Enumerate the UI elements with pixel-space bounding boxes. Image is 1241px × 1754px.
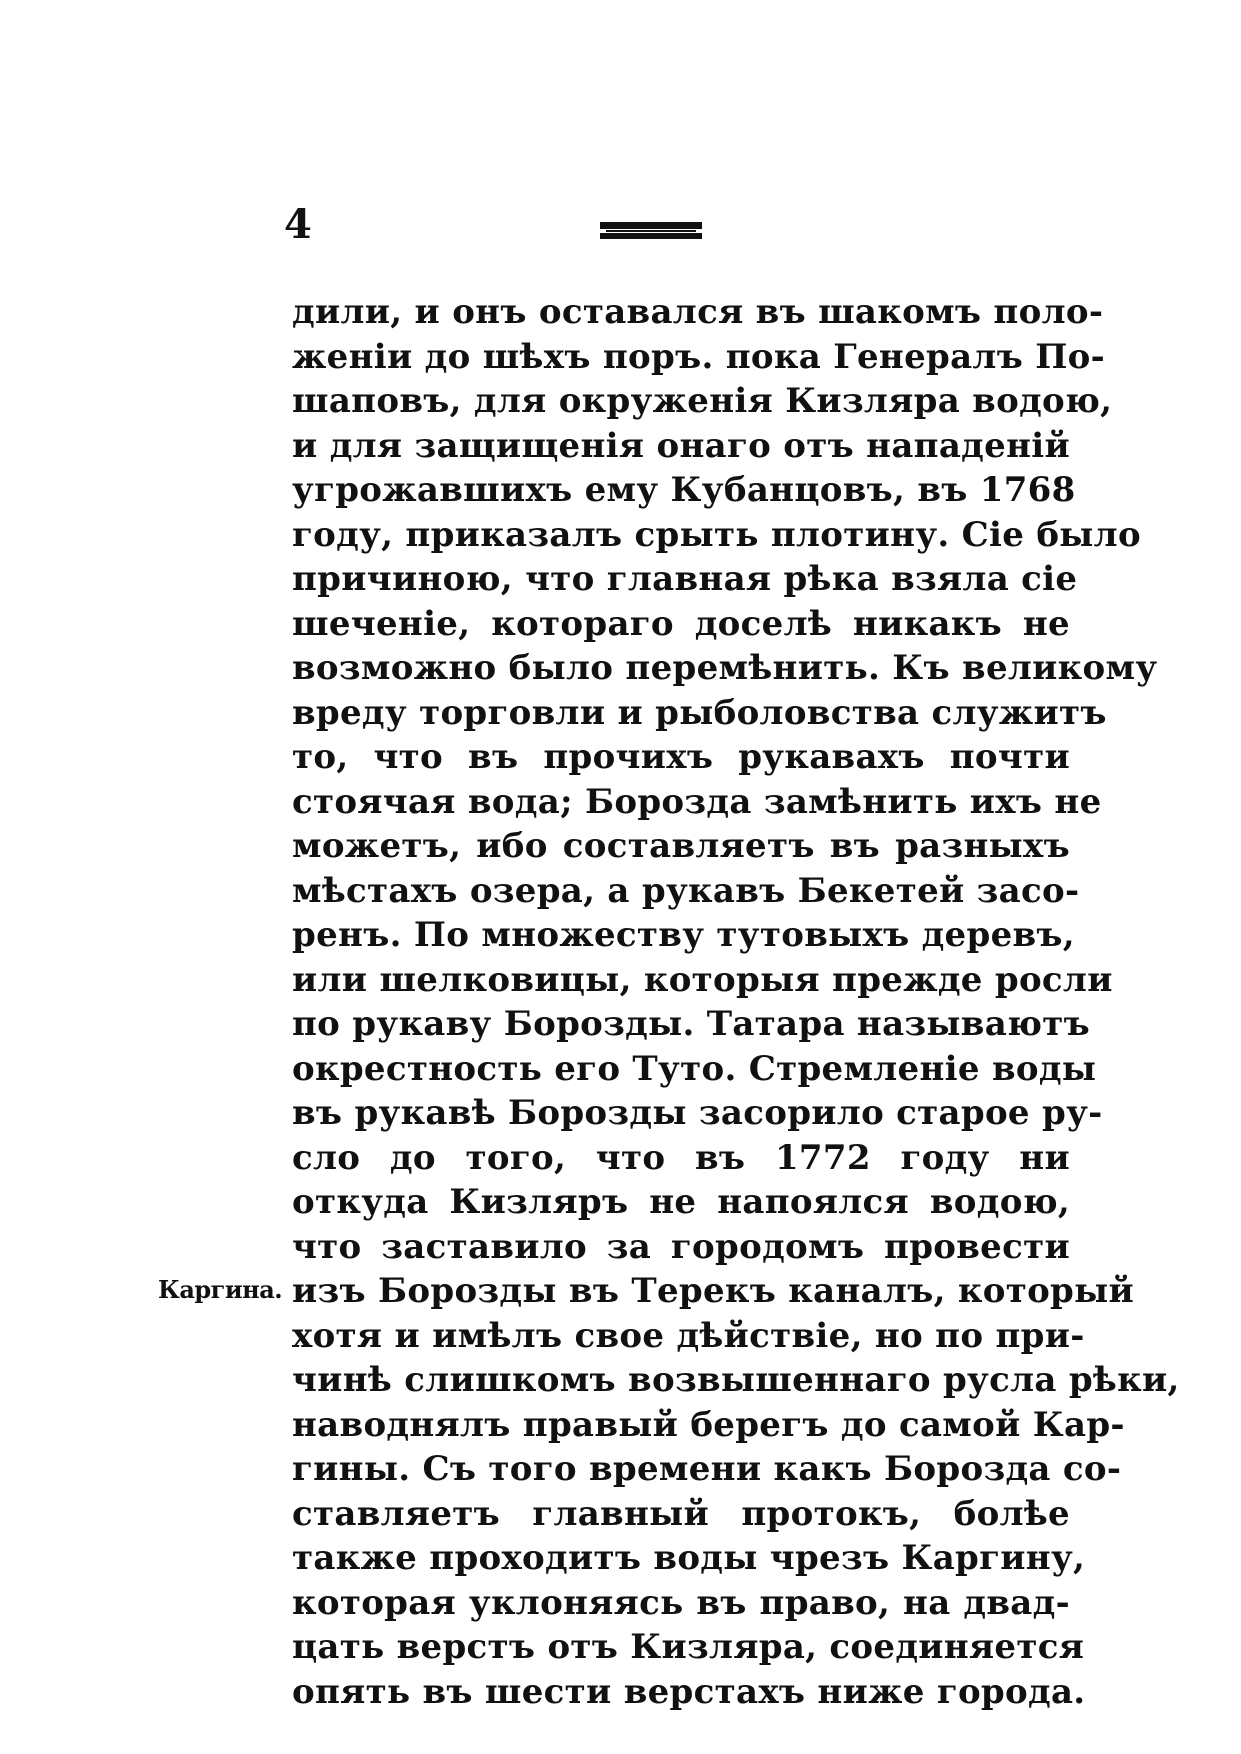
text-line: мѣстахъ озера, а рукавъ Бекетей засо- <box>292 870 1080 911</box>
text-line: возможно было перемѣнить. Къ великому <box>292 648 1158 688</box>
text-line: ренъ. По множеству тутовыхъ деревъ, <box>292 915 1075 955</box>
text-line: окрестность его Туто. Стремленіе воды <box>292 1048 1097 1089</box>
body-text <box>292 290 1180 1714</box>
text-line: которая уклоняясь въ право, на двад- <box>292 1582 1070 1623</box>
text-line: гины. Съ того времени какъ Борозда со- <box>292 1449 1122 1489</box>
text-line: причиною, что главная рѣка взяла сіе <box>292 559 1078 599</box>
text-line: дили, и онъ оставался въ шакомъ поло- <box>292 292 1104 332</box>
header-ornament-rule <box>600 222 702 239</box>
text-line: женіи до шѣхъ поръ. пока Генералъ По- <box>292 336 1106 377</box>
text-line: угрожавшихъ ему Кубанцовъ, въ 1768 <box>292 470 1076 510</box>
text-line: вреду торговли и рыболовства служитъ <box>292 692 1107 733</box>
text-line: и для защищенія онаго отъ нападеній <box>292 425 1070 466</box>
text-line: или шелковицы, которыя прежде росли <box>292 959 1113 1000</box>
text-line: шеченіе, котораго доселѣ никакъ не <box>292 603 1070 644</box>
text-line: также проходитъ воды чрезъ Каргину, <box>292 1538 1086 1578</box>
text-line: хотя и имѣлъ свое дѣйствіе, но по при- <box>292 1315 1085 1356</box>
text-line: можетъ, ибо составляетъ въ разныхъ <box>292 826 1070 866</box>
text-line: что заставило за городомъ провести <box>292 1226 1070 1267</box>
text-line: изъ Борозды въ Терекъ каналъ, который <box>292 1271 1135 1311</box>
text-line: ставляетъ главный протокъ, болѣе <box>292 1493 1070 1534</box>
text-line: стоячая вода; Борозда замѣнить ихъ не <box>292 781 1102 822</box>
text-line: въ рукавѣ Борозды засорило старое ру- <box>292 1093 1103 1133</box>
text-line: чинѣ слишкомъ возвышеннаго русла рѣки, <box>292 1360 1180 1400</box>
text-line: цать верстъ отъ Кизляра, соединяется <box>292 1627 1085 1667</box>
text-line: наводнялъ правый берегъ до самой Кар- <box>292 1404 1125 1445</box>
text-line: опять въ шести верстахъ ниже города. <box>292 1671 1086 1712</box>
text-line: году, приказалъ срыть плотину. Сіе было <box>292 514 1141 555</box>
text-line: по рукаву Борозды. Татара называютъ <box>292 1004 1090 1044</box>
text-line: шаповъ, для окруженія Кизляра водою, <box>292 381 1113 421</box>
page-number: 4 <box>284 201 312 248</box>
text-line: то, что въ прочихъ рукавахъ почти <box>292 737 1070 777</box>
text-line: откуда Кизляръ не напоялся водою, <box>292 1182 1070 1222</box>
margin-note: Каргина. <box>158 1275 283 1304</box>
text-line: сло до того, что въ 1772 году ни <box>292 1137 1070 1178</box>
